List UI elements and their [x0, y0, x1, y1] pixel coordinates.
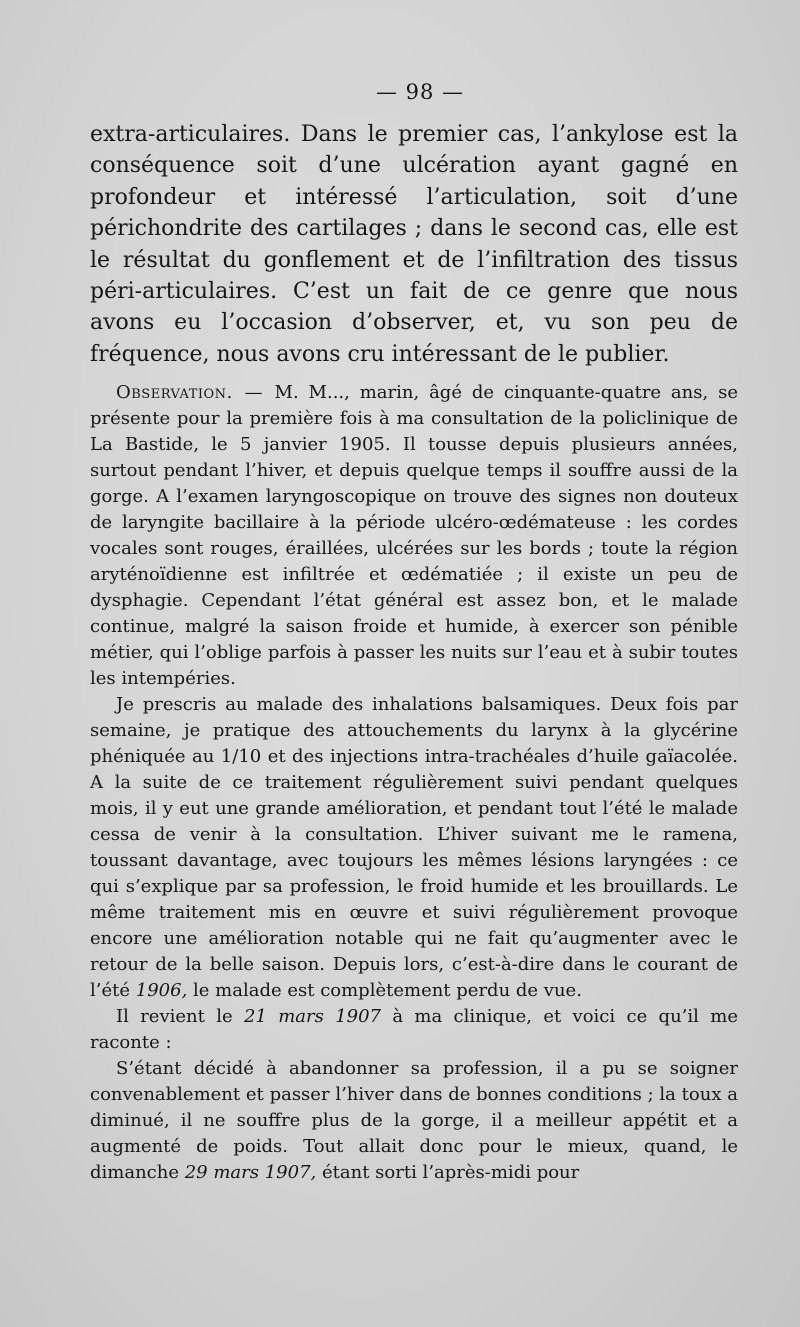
observation-paragraph-4 [90, 1056, 738, 1186]
paragraph-4-text-b: étant sorti l’après-midi pour [322, 1162, 580, 1183]
observation-paragraph-1 [90, 380, 738, 692]
paragraph-4-text-a: S’étant décidé à abandonner sa profession, il a pu se soigner convenablement et passer l’hiver dans de bonnes conditions ; la toux a diminué, il ne souffre plus de la gorge, il a meilleur appétit et a augmenté de poids. Tout allait donc pour le mieux, quand, le dimanche [90, 1058, 738, 1183]
intro-paragraph: extra-articulaires. Dans le premier cas, l’ankylose est la conséquence soit d’une ulcération ayant gagné en profondeur et intéressé l’articulation, soit d’une périchondrite des cartilages ; dans le second cas, elle est le résultat du gonflement et de l’infiltration des tissus péri-articulaires. C’est un fait de ce genre que nous avons eu l’occasion d’observer, et, vu son peu de fréquence, nous avons cru intéressant de le publier. [90, 122, 738, 367]
paragraph-3-text-a: Il revient le [116, 1006, 233, 1027]
paragraph-2-text-a: Je prescris au malade des inhalations balsamiques. Deux fois par semaine, je pratique des attouchements du larynx à la glycérine phéniquée au 1/10 et des injections intra-trachéales d’huile gaïacolée. A la suite de ce traitement régulièrement suivi pendant quelques mois, il y eut une grande amélioration, et pendant tout l’été le malade cessa de venir à la consultation. L’hiver suivant me le ramena, toussant davantage, avec toujours les mêmes lésions laryngées : ce qui s’explique par sa profession, le froid humide et les brouillards. Le même traitement mis en œuvre et suivi régulièrement provoque encore une amélioration notable qui ne fait qu’augmenter avec le retour de la belle saison. Depuis lors, c’est-à-dire dans le courant de l’été [90, 694, 738, 1001]
observation-separator: — [244, 382, 263, 403]
page-number: — 98 — [375, 80, 465, 104]
paragraph-4-date: 29 mars 1907, [184, 1162, 317, 1183]
observation-section [90, 380, 738, 1186]
observation-paragraph-3 [90, 1004, 738, 1056]
paragraph-2-text-b: le malade est complètement perdu de vue. [193, 980, 582, 1001]
paragraph-3-date: 21 mars 1907 [243, 1006, 381, 1027]
paragraph-3-text-b: à ma clinique, et voici ce qu’il me raconte : [90, 1006, 738, 1053]
paragraph-2-date: 1906, [135, 980, 188, 1001]
observation-paragraph-2 [90, 692, 738, 1004]
observation-heading: Observation. [116, 382, 233, 403]
observation-paragraph-1-text: M. M..., marin, âgé de cinquante-quatre ans, se présente pour la première fois à ma consultation de la policlinique de La Bastide, le 5 janvier 1905. Il tousse depuis plusieurs années, surtout pendant l’hiver, et depuis quelque temps il souffre aussi de la gorge. A l’examen laryngoscopique on trouve des signes non douteux de laryngite bacillaire à la période ulcéro-œdémateuse : les cordes vocales sont rouges, éraillées, ulcérées sur les bords ; toute la région aryténoïdienne est infiltrée et œdématiée ; il existe un peu de dysphagie. Cependant l’état général est assez bon, et le malade continue, malgré la saison froide et humide, à exercer son pénible métier, qui l’oblige parfois à passer les nuits sur l’eau et à subir toutes les intempéries. [90, 382, 738, 689]
intro-section [90, 119, 738, 370]
